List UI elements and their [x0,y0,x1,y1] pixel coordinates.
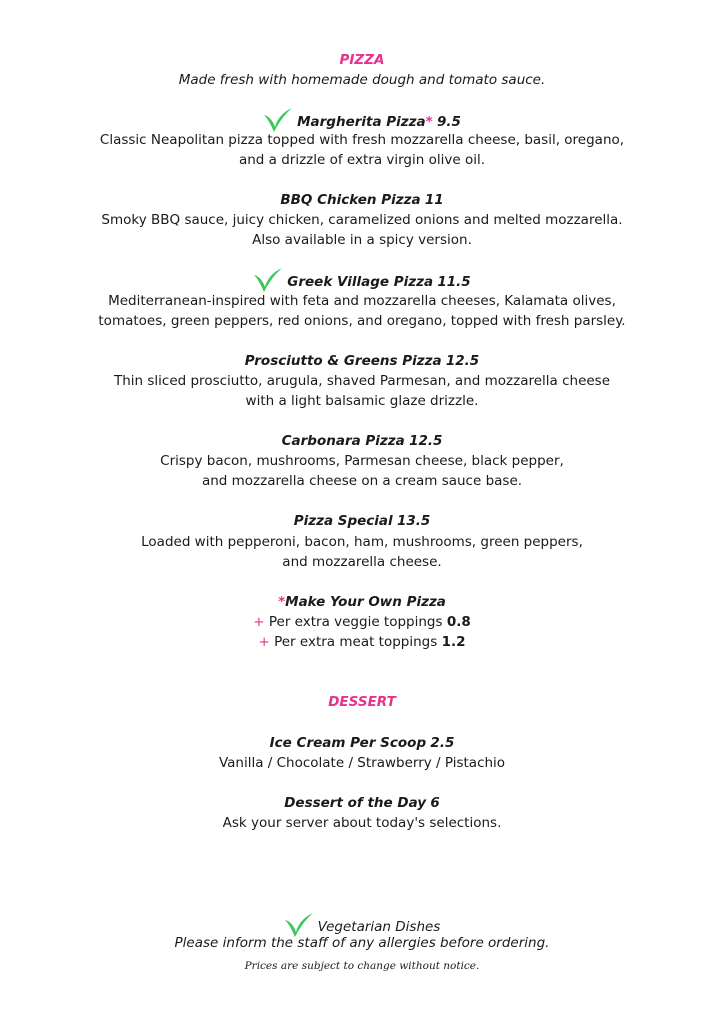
item-name: Carbonara Pizza [281,433,405,449]
menu-item-title [0,267,724,293]
leaf-icon [263,107,293,133]
make-your-own-marker: * [278,594,286,610]
item-description: Vanilla / Chocolate / Strawberry / Pistachio [218,755,506,771]
item-name: Margherita Pizza [297,114,426,130]
topping-price: 1.2 [441,634,466,650]
topping-option [0,613,724,631]
menu-item-title [0,794,724,812]
item-description: Mediterranean-inspired with feta and mozzarella cheeses, Kalamata olives, [108,293,616,309]
menu-item-title [0,432,724,450]
menu-item-title [0,191,724,209]
topping-option [0,633,724,651]
item-name: Dessert of the Day [284,795,427,811]
item-description: Also available in a spicy version. [252,232,472,248]
menu-item-title [0,107,724,133]
item-description: Thin sliced prosciutto, arugula, shaved Parmesan, and mozzarella cheese [113,373,611,389]
make-your-own-marker: * [425,114,433,130]
menu-item-title [0,352,724,370]
item-price: 13.5 [396,513,431,529]
item-price: 6 [430,795,440,811]
item-price: 9.5 [436,114,461,130]
item-price: 12.5 [409,433,443,449]
make-your-own-title [0,593,724,611]
item-price: 11 [424,192,444,208]
price-disclaimer: Prices are subject to change without notice. [244,960,480,972]
item-description: Ask your server about today's selections. [222,815,502,831]
item-description: Classic Neapolitan pizza topped with fresh mozzarella cheese, basil, oregano, [99,132,625,148]
plus-icon: + [258,634,270,650]
pizza-section-heading: PIZZA [339,52,385,68]
item-price: 11.5 [437,274,471,290]
item-name: Greek Village Pizza [287,274,434,290]
item-description: tomatoes, green peppers, red onions, and oregano, topped with fresh parsley. [98,313,626,329]
item-name: Make Your Own Pizza [285,594,446,610]
menu-item-title [0,512,724,530]
item-description: with a light balsamic glaze drizzle. [245,393,479,409]
topping-label: Per extra meat toppings [274,634,438,650]
item-description: Smoky BBQ sauce, juicy chicken, caramelized onions and melted mozzarella. [101,212,623,228]
item-price: 12.5 [445,353,480,369]
dessert-section-heading: DESSERT [328,694,396,710]
allergy-note: Please inform the staff of any allergies before ordering. [174,935,550,951]
topping-label: Per extra veggie toppings [268,614,443,630]
item-description: Crispy bacon, mushrooms, Parmesan cheese, black pepper, [160,453,564,469]
plus-icon: + [253,614,265,630]
pizza-section-intro: Made fresh with homemade dough and tomato sauce. [178,72,546,88]
item-name: Prosciutto & Greens Pizza [244,353,442,369]
item-description: and mozzarella cheese on a cream sauce base. [201,473,523,489]
item-name: Ice Cream Per Scoop [269,735,427,751]
leaf-icon [253,267,283,293]
legend-label: Vegetarian Dishes [317,919,441,935]
menu-item-title [0,734,724,752]
item-price: 2.5 [430,735,455,751]
item-description: and mozzarella cheese. [282,554,442,570]
item-description: and a drizzle of extra virgin olive oil. [238,152,486,168]
item-name: Pizza Special [293,513,393,529]
item-name: BBQ Chicken Pizza [280,192,421,208]
topping-price: 0.8 [446,614,471,630]
item-description: Loaded with pepperoni, bacon, ham, mushrooms, green peppers, [141,534,583,550]
